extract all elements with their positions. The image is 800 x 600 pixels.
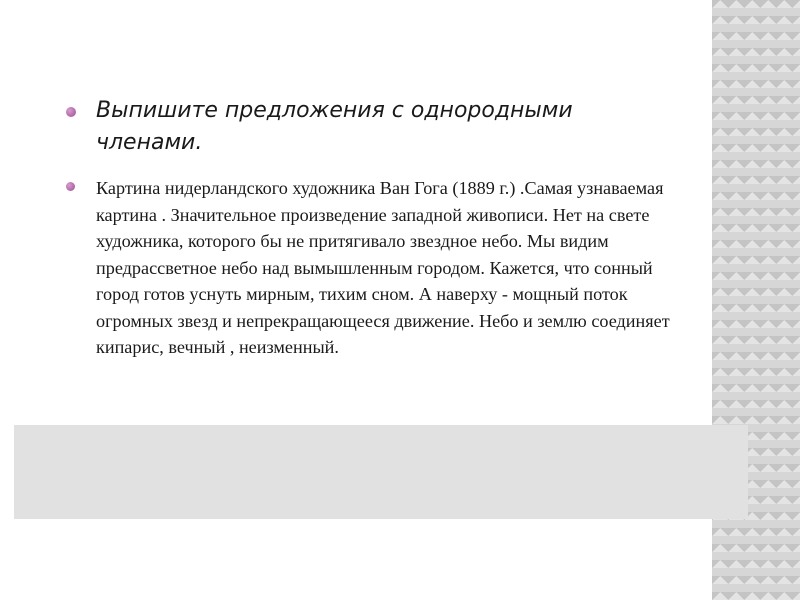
decorative-gray-band [14,425,748,519]
slide-paragraph: Картина нидерландского художника Ван Гога (1889 г.) .Самая узнаваемая картина . Значительное произведение западной живописи. Нет на свете художника, которого бы не притягивало звездное небо. Мы видим предрассветное небо над вымышленным городом. Кажется, что сонный город готов уснуть мирным, тихим сном. А наверху - мощный поток огромных звезд и непрекращающееся движение. Небо и землю соединяет кипарис, вечный , неизменный. [96,178,670,357]
bullet-dot-icon [66,182,75,191]
bullet-list [66,95,686,361]
bullet-item-heading [66,95,686,159]
bullet-dot-icon [66,107,76,117]
bullet-item-paragraph [66,175,686,361]
slide-heading: Выпишите предложения с однородными членами. [96,98,573,155]
